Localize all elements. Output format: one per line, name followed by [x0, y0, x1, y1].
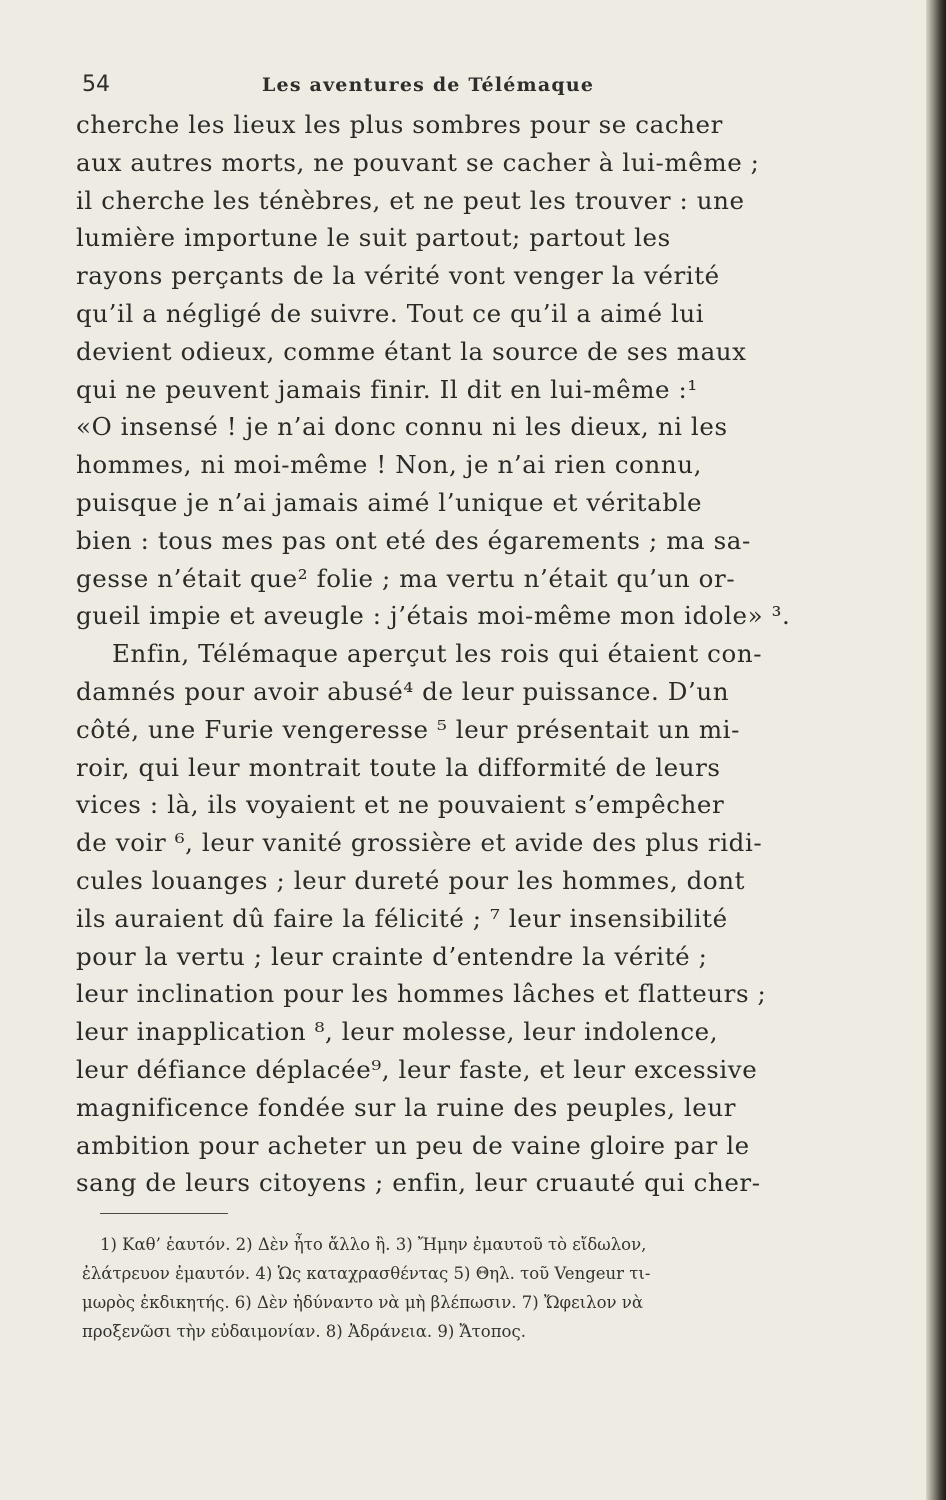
text-line: hommes, ni moi-même ! Non, je n’ai rien connu,	[76, 450, 703, 480]
text-line: rayons perçants de la vérité vont venger la vérité	[76, 261, 720, 291]
text-line: bien : tous mes pas ont eté des égarements ; ma sa-	[76, 525, 751, 555]
footnote-separator	[100, 1213, 228, 1214]
text-line: aux autres morts, ne pouvant se cacher à lui-même ;	[76, 147, 760, 177]
text-line: vices : là, ils voyaient et ne pouvaient s’empêcher	[76, 790, 725, 820]
footnote-line: προξενῶσι τὴν εὐδαιμονίαν. 8) Ἀδράνεια. 9) Ἄτοπος.	[82, 1322, 526, 1341]
text-line: puisque je n’ai jamais aimé l’unique et véritable	[76, 487, 703, 517]
text-line: cherche les lieux les plus sombres pour se cacher	[76, 110, 723, 139]
text-line: leur inapplication ⁸, leur molesse, leur indolence,	[76, 1017, 719, 1047]
page-binding-edge	[926, 0, 946, 1500]
page-number: 54	[82, 72, 110, 97]
text-line: cules louanges ; leur dureté pour les hommes, dont	[76, 865, 746, 895]
text-line: gesse n’était que² folie ; ma vertu n’était qu’un or-	[76, 563, 736, 593]
text-line: côté, une Furie vengeresse ⁵ leur présentait un mi-	[76, 714, 740, 744]
text-line: damnés pour avoir abusé⁴ de leur puissance. D’un	[76, 676, 730, 706]
footnotes	[82, 1230, 902, 1346]
page-header	[82, 68, 902, 104]
text-line: lumière importune le suit partout; partout les	[76, 223, 671, 253]
footnote-line: ἐλάτρευον ἐμαυτόν. 4) Ὡς καταχρασθέντας 5) Θηλ. τοῦ Vengeur τι-	[82, 1264, 651, 1283]
footnote-line: 1) Καθ’ ἑαυτόν. 2) Δὲν ἦτο ἄλλο ἢ. 3) Ἤμην ἐμαυτοῦ τὸ εἴδωλον,	[100, 1235, 647, 1254]
text-line: sang de leurs citoyens ; enfin, leur cruauté qui cher-	[76, 1168, 761, 1198]
text-line: roir, qui leur montrait toute la difformité de leurs	[76, 752, 721, 782]
text-line: devient odieux, comme étant la source de ses maux	[76, 336, 747, 366]
text-line: qui ne peuvent jamais finir. Il dit en lui-même :¹	[76, 374, 698, 404]
text-line: «O insensé ! je n’ai donc connu ni les dieux, ni les	[76, 412, 728, 442]
text-line: qu’il a négligé de suivre. Tout ce qu’il a aimé lui	[76, 298, 705, 328]
text-line: ambition pour acheter un peu de vaine gloire par le	[76, 1130, 750, 1160]
text-line: ils auraient dû faire la félicité ; ⁷ leur insensibilité	[76, 903, 728, 933]
running-title: Les aventures de Télémaque	[262, 74, 595, 96]
paragraph-start-line: Enfin, Télémaque aperçut les rois qui étaient con-	[112, 639, 763, 669]
footnote-line: μωρὸς ἐκδικητής. 6) Δὲν ἠδύναντο νὰ μὴ βλέπωσιν. 7) Ὤφειλον νὰ	[82, 1293, 643, 1312]
text-line: de voir ⁶, leur vanité grossière et avide des plus ridi-	[76, 828, 763, 858]
main-text	[76, 106, 876, 1202]
text-line: magnificence fondée sur la ruine des peuples, leur	[76, 1092, 737, 1122]
text-line: leur défiance déplacée⁹, leur faste, et leur excessive	[76, 1054, 758, 1084]
text-line: gueil impie et aveugle : j’étais moi-même mon idole» ³.	[76, 601, 791, 631]
text-line: il cherche les ténèbres, et ne peut les trouver : une	[76, 185, 745, 215]
text-line: pour la vertu ; leur crainte d’entendre la vérité ;	[76, 941, 708, 971]
text-line: leur inclination pour les hommes lâches et flatteurs ;	[76, 979, 767, 1009]
